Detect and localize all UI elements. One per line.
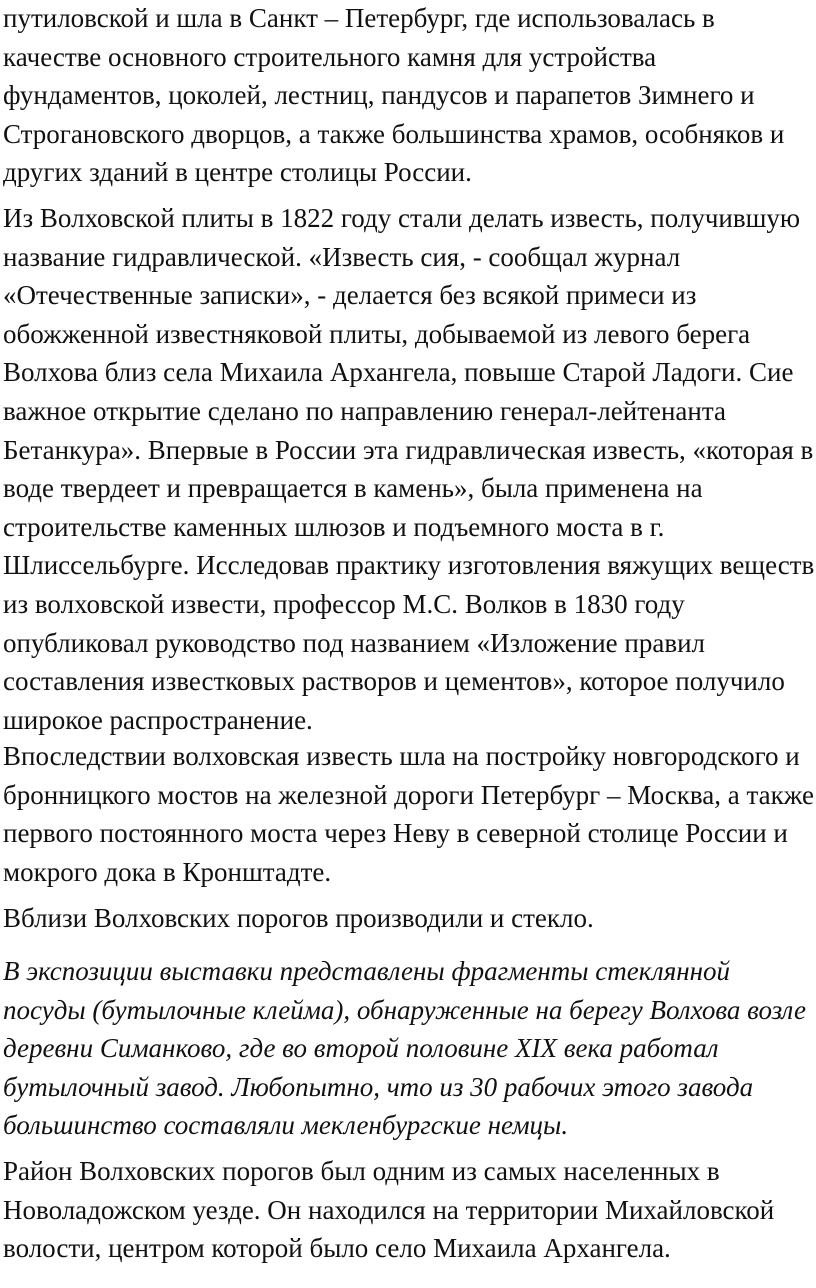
paragraph-3: Впоследствии волховская известь шла на постройку новгородского и бронницкого мостов на железной дороги Петербург – Москва, а также первого постоянного моста через Неву в северной столице России и мокрого дока в Кронштадте. [3, 741, 814, 887]
paragraph-2: Из Волховской плиты в 1822 году стали делать известь, получившую название гидравлической. «Известь сия, - сообщал журнал «Отечественные записки», - делается без всякой примеси из обожженной известняковой плиты, добываемой из левого берега Волхова близ села Михаила Архангела, повыше Старой Ладоги. Сие важное открытие сделано по направлению генерал-лейтенанта Бетанкура». Впервые в России эта гидравлическая известь, «которая в воде твердеет и превращается в камень», была применена на строительстве каменных шлюзов и подъемного моста в г. Шлиссельбурге. Исследовав практику изготовления вяжущих веществ из волховской извести, профессор М.С. Волков в 1830 году опубликовал руководство под названием «Изложение правил составления известковых растворов и цементов», которое получило широкое распространение. [3, 203, 815, 735]
paragraph-4: Вблизи Волховских порогов производили и стекло. [3, 903, 594, 933]
paragraph-1: путиловской и шла в Санкт – Петербург, где использовалась в качестве основного строительного камня для устройства фундаментов, цоколей, лестниц, пандусов и парапетов Зимнего и Строгановского дворцов, а также большинства храмов, особняков и других зданий в центре столицы России. [3, 3, 785, 188]
paragraph-6: Район Волховских порогов был одним из самых населенных в Новоладожском уезде. Он находился на территории Михайловской волости, центром которой было село Михаила Архангела. [3, 1156, 775, 1264]
paragraph-5-italic: В экспозиции выставки представлены фрагменты стеклянной посуды (бутылочные клейма), обнаруженные на берегу Волхова возле деревни Симанково, где во второй половине XIX века работал бутылочный завод. Любопытно, что из 30 рабочих этого завода большинство составляли мекленбургские немцы. [3, 956, 806, 1141]
